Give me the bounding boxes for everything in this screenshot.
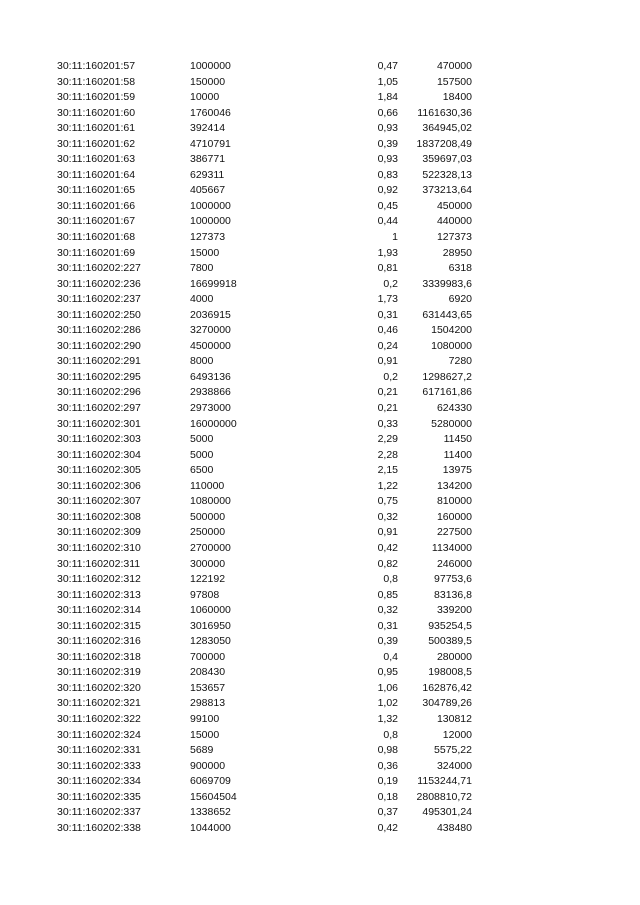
table-row (0, 261, 640, 277)
quantity-cell: 16000000 (190, 417, 237, 430)
quantity-cell: 500000 (190, 510, 226, 523)
total-cell: 6920 (448, 293, 472, 306)
price-cell: 0,21 (377, 386, 398, 399)
price-cell: 1,02 (377, 697, 398, 710)
price-cell: 0,8 (383, 728, 398, 741)
quantity-cell: 6493136 (190, 370, 231, 383)
table-row (0, 339, 640, 355)
total-cell: 1161630,36 (417, 106, 472, 119)
price-cell: 0,75 (377, 495, 398, 508)
price-cell: 0,36 (377, 759, 398, 772)
price-cell: 0,93 (377, 122, 398, 135)
price-cell: 0,92 (377, 184, 398, 197)
quantity-cell: 4500000 (190, 339, 231, 352)
price-cell: 0,37 (377, 806, 398, 819)
spreadsheet-table (0, 59, 640, 836)
table-row (0, 525, 640, 541)
price-cell: 0,91 (377, 355, 398, 368)
cadastral-number-cell: 30:11:160202:307 (57, 495, 141, 508)
price-cell: 0,19 (377, 775, 398, 788)
quantity-cell: 10000 (190, 91, 220, 104)
total-cell: 127373 (436, 231, 472, 244)
price-cell: 0,24 (377, 339, 398, 352)
table-row (0, 650, 640, 666)
cadastral-number-cell: 30:11:160202:311 (57, 557, 141, 570)
quantity-cell: 629311 (190, 168, 225, 181)
quantity-cell: 1760046 (190, 106, 231, 119)
table-row (0, 417, 640, 433)
total-cell: 130812 (436, 712, 472, 725)
cadastral-number-cell: 30:11:160202:318 (57, 650, 141, 663)
quantity-cell: 298813 (190, 697, 226, 710)
quantity-cell: 1060000 (190, 604, 231, 617)
price-cell: 1,84 (377, 91, 398, 104)
price-cell: 1,22 (377, 479, 398, 492)
total-cell: 1153244,71 (417, 775, 472, 788)
total-cell: 5575,22 (434, 744, 472, 757)
table-row (0, 59, 640, 75)
table-row (0, 246, 640, 262)
total-cell: 1504200 (431, 324, 472, 337)
price-cell: 0,93 (377, 153, 398, 166)
total-cell: 450000 (436, 199, 472, 212)
quantity-cell: 122192 (190, 573, 226, 586)
cadastral-number-cell: 30:11:160202:309 (57, 526, 141, 539)
price-cell: 0,33 (377, 417, 398, 430)
price-cell: 1 (392, 231, 398, 244)
quantity-cell: 153657 (190, 681, 226, 694)
cadastral-number-cell: 30:11:160202:316 (57, 635, 141, 648)
table-row (0, 152, 640, 168)
total-cell: 11450 (443, 433, 472, 446)
total-cell: 617161,86 (422, 386, 472, 399)
table-row (0, 774, 640, 790)
price-cell: 0,8 (383, 573, 398, 586)
total-cell: 97753,6 (434, 573, 472, 586)
quantity-cell: 8000 (190, 355, 214, 368)
quantity-cell: 15000 (190, 728, 220, 741)
price-cell: 0,44 (377, 215, 398, 228)
quantity-cell: 6069709 (190, 775, 231, 788)
table-row (0, 588, 640, 604)
total-cell: 1134000 (431, 541, 472, 554)
table-row (0, 681, 640, 697)
quantity-cell: 15604504 (190, 790, 237, 803)
table-row (0, 572, 640, 588)
table-row (0, 448, 640, 464)
cadastral-number-cell: 30:11:160202:314 (57, 604, 141, 617)
price-cell: 0,42 (377, 541, 398, 554)
price-cell: 0,82 (377, 557, 398, 570)
quantity-cell: 300000 (190, 557, 226, 570)
table-row (0, 541, 640, 557)
price-cell: 1,93 (377, 246, 398, 259)
total-cell: 440000 (436, 215, 472, 228)
cadastral-number-cell: 30:11:160202:321 (57, 697, 141, 710)
table-row (0, 712, 640, 728)
total-cell: 1837208,49 (416, 137, 472, 150)
quantity-cell: 386771 (190, 153, 226, 166)
cadastral-number-cell: 30:11:160201:69 (57, 246, 136, 259)
quantity-cell: 392414 (190, 122, 226, 135)
total-cell: 18400 (442, 91, 472, 104)
price-cell: 0,91 (377, 526, 398, 539)
price-cell: 0,4 (383, 650, 398, 663)
quantity-cell: 1044000 (190, 821, 231, 834)
table-row (0, 75, 640, 91)
total-cell: 1080000 (431, 339, 472, 352)
table-row (0, 619, 640, 635)
quantity-cell: 5000 (190, 433, 214, 446)
cadastral-number-cell: 30:11:160201:60 (57, 106, 136, 119)
price-cell: 0,85 (377, 588, 398, 601)
table-row (0, 106, 640, 122)
cadastral-number-cell: 30:11:160201:68 (57, 231, 136, 244)
cadastral-number-cell: 30:11:160201:66 (57, 199, 136, 212)
price-cell: 0,46 (377, 324, 398, 337)
table-row (0, 634, 640, 650)
table-row (0, 665, 640, 681)
quantity-cell: 16699918 (190, 277, 237, 290)
total-cell: 304789,26 (422, 697, 472, 710)
cadastral-number-cell: 30:11:160201:61 (57, 122, 136, 135)
cadastral-number-cell: 30:11:160202:295 (57, 370, 141, 383)
cadastral-number-cell: 30:11:160202:337 (57, 806, 141, 819)
quantity-cell: 3016950 (190, 619, 231, 632)
table-row (0, 401, 640, 417)
cadastral-number-cell: 30:11:160201:67 (57, 215, 136, 228)
table-row (0, 354, 640, 370)
cadastral-number-cell: 30:11:160202:250 (57, 308, 141, 321)
quantity-cell: 1000000 (190, 199, 231, 212)
cadastral-number-cell: 30:11:160202:335 (57, 790, 141, 803)
price-cell: 1,32 (377, 712, 398, 725)
total-cell: 438480 (436, 821, 472, 834)
total-cell: 3339983,6 (422, 277, 472, 290)
total-cell: 13975 (442, 464, 472, 477)
quantity-cell: 250000 (190, 526, 226, 539)
quantity-cell: 1080000 (190, 495, 231, 508)
table-row (0, 90, 640, 106)
table-row (0, 292, 640, 308)
table-row (0, 168, 640, 184)
price-cell: 0,39 (377, 635, 398, 648)
price-cell: 1,06 (377, 681, 398, 694)
price-cell: 2,28 (377, 448, 398, 461)
table-row (0, 370, 640, 386)
cadastral-number-cell: 30:11:160202:338 (57, 821, 141, 834)
cadastral-number-cell: 30:11:160202:333 (57, 759, 141, 772)
cadastral-number-cell: 30:11:160202:286 (57, 324, 141, 337)
quantity-cell: 405667 (190, 184, 226, 197)
table-row (0, 463, 640, 479)
table-row (0, 230, 640, 246)
total-cell: 5280000 (431, 417, 472, 430)
price-cell: 0,18 (377, 790, 398, 803)
total-cell: 359697,03 (422, 153, 472, 166)
price-cell: 0,95 (377, 666, 398, 679)
cadastral-number-cell: 30:11:160201:64 (57, 168, 136, 181)
cadastral-number-cell: 30:11:160202:303 (57, 433, 141, 446)
cadastral-number-cell: 30:11:160201:59 (57, 91, 136, 104)
cadastral-number-cell: 30:11:160202:227 (57, 262, 141, 275)
price-cell: 0,32 (377, 510, 398, 523)
table-row (0, 479, 640, 495)
quantity-cell: 1000000 (190, 215, 231, 228)
total-cell: 246000 (436, 557, 472, 570)
total-cell: 624330 (436, 402, 472, 415)
quantity-cell: 2700000 (190, 541, 231, 554)
table-row (0, 432, 640, 448)
cadastral-number-cell: 30:11:160201:57 (57, 60, 136, 72)
cadastral-number-cell: 30:11:160201:58 (57, 75, 136, 88)
cadastral-number-cell: 30:11:160202:310 (57, 541, 141, 554)
cadastral-number-cell: 30:11:160202:236 (57, 277, 141, 290)
price-cell: 1,05 (377, 75, 398, 88)
total-cell: 810000 (436, 495, 472, 508)
table-row (0, 308, 640, 324)
cadastral-number-cell: 30:11:160202:306 (57, 479, 141, 492)
table-row (0, 199, 640, 215)
cadastral-number-cell: 30:11:160202:291 (57, 355, 141, 368)
cadastral-number-cell: 30:11:160202:296 (57, 386, 141, 399)
cadastral-number-cell: 30:11:160202:304 (57, 448, 141, 461)
quantity-cell: 127373 (190, 231, 226, 244)
quantity-cell: 6500 (190, 464, 214, 477)
total-cell: 11400 (443, 448, 472, 461)
quantity-cell: 7800 (190, 262, 214, 275)
total-cell: 6318 (448, 262, 472, 275)
cadastral-number-cell: 30:11:160202:320 (57, 681, 141, 694)
quantity-cell: 900000 (190, 759, 226, 772)
price-cell: 0,42 (377, 821, 398, 834)
quantity-cell: 4000 (190, 293, 214, 306)
total-cell: 134200 (436, 479, 472, 492)
price-cell: 2,29 (377, 433, 398, 446)
total-cell: 227500 (436, 526, 472, 539)
table-row (0, 603, 640, 619)
price-cell: 0,66 (377, 106, 398, 119)
cadastral-number-cell: 30:11:160202:290 (57, 339, 141, 352)
cadastral-number-cell: 30:11:160202:301 (57, 417, 141, 430)
table-row (0, 557, 640, 573)
cadastral-number-cell: 30:11:160202:305 (57, 464, 141, 477)
cadastral-number-cell: 30:11:160202:297 (57, 402, 141, 415)
total-cell: 12000 (442, 728, 472, 741)
table-row (0, 743, 640, 759)
total-cell: 500389,5 (428, 635, 472, 648)
total-cell: 7280 (448, 355, 472, 368)
total-cell: 522328,13 (422, 168, 472, 181)
table-row (0, 385, 640, 401)
cadastral-number-cell: 30:11:160201:63 (57, 153, 136, 166)
total-cell: 339200 (436, 604, 472, 617)
table-row (0, 805, 640, 821)
table-row (0, 494, 640, 510)
total-cell: 324000 (436, 759, 472, 772)
price-cell: 0,39 (377, 137, 398, 150)
cadastral-number-cell: 30:11:160202:237 (57, 293, 141, 306)
total-cell: 83136,8 (434, 588, 472, 601)
quantity-cell: 15000 (190, 246, 220, 259)
total-cell: 157500 (436, 75, 472, 88)
quantity-cell: 208430 (190, 666, 226, 679)
price-cell: 0,2 (383, 277, 398, 290)
cadastral-number-cell: 30:11:160202:334 (57, 775, 141, 788)
price-cell: 0,98 (377, 744, 398, 757)
table-row (0, 510, 640, 526)
cadastral-number-cell: 30:11:160202:315 (57, 619, 141, 632)
quantity-cell: 97808 (190, 588, 220, 601)
table-row (0, 214, 640, 230)
total-cell: 495301,24 (422, 806, 472, 819)
total-cell: 28950 (442, 246, 472, 259)
quantity-cell: 2036915 (190, 308, 231, 321)
table-row (0, 728, 640, 744)
quantity-cell: 700000 (190, 650, 226, 663)
table-row (0, 696, 640, 712)
quantity-cell: 5689 (190, 744, 214, 757)
cadastral-number-cell: 30:11:160202:322 (57, 712, 141, 725)
quantity-cell: 150000 (190, 75, 226, 88)
total-cell: 1298627,2 (422, 370, 472, 383)
price-cell: 0,45 (377, 199, 398, 212)
cadastral-number-cell: 30:11:160201:62 (57, 137, 136, 150)
quantity-cell: 2938866 (190, 386, 231, 399)
table-row (0, 821, 640, 837)
table-row (0, 790, 640, 806)
quantity-cell: 2973000 (190, 402, 231, 415)
price-cell: 0,32 (377, 604, 398, 617)
table-row (0, 121, 640, 137)
quantity-cell: 99100 (190, 712, 220, 725)
quantity-cell: 1338652 (190, 806, 231, 819)
price-cell: 0,21 (377, 402, 398, 415)
table-row (0, 137, 640, 153)
total-cell: 160000 (436, 510, 472, 523)
table-row (0, 183, 640, 199)
quantity-cell: 1283050 (190, 635, 231, 648)
cadastral-number-cell: 30:11:160202:319 (57, 666, 141, 679)
price-cell: 0,83 (377, 168, 398, 181)
table-row (0, 277, 640, 293)
quantity-cell: 110000 (190, 479, 225, 492)
cadastral-number-cell: 30:11:160202:312 (57, 573, 141, 586)
table-row (0, 323, 640, 339)
quantity-cell: 5000 (190, 448, 214, 461)
total-cell: 935254,5 (428, 619, 472, 632)
cadastral-number-cell: 30:11:160202:313 (57, 588, 141, 601)
price-cell: 0,2 (383, 370, 398, 383)
price-cell: 1,73 (377, 293, 398, 306)
cadastral-number-cell: 30:11:160201:65 (57, 184, 136, 197)
price-cell: 0,31 (377, 619, 398, 632)
price-cell: 2,15 (377, 464, 398, 477)
total-cell: 631443,65 (422, 308, 472, 321)
price-cell: 0,81 (377, 262, 398, 275)
total-cell: 364945,02 (422, 122, 472, 135)
cadastral-number-cell: 30:11:160202:331 (57, 744, 141, 757)
total-cell: 2808810,72 (416, 790, 472, 803)
total-cell: 162876,42 (422, 681, 472, 694)
total-cell: 198008,5 (428, 666, 472, 679)
price-cell: 0,47 (377, 60, 398, 72)
price-cell: 0,31 (377, 308, 398, 321)
cadastral-number-cell: 30:11:160202:308 (57, 510, 141, 523)
total-cell: 280000 (436, 650, 472, 663)
quantity-cell: 4710791 (190, 137, 231, 150)
total-cell: 373213,64 (422, 184, 472, 197)
quantity-cell: 3270000 (190, 324, 231, 337)
total-cell: 470000 (436, 60, 472, 72)
quantity-cell: 1000000 (190, 60, 231, 72)
cadastral-number-cell: 30:11:160202:324 (57, 728, 141, 741)
table-row (0, 759, 640, 775)
